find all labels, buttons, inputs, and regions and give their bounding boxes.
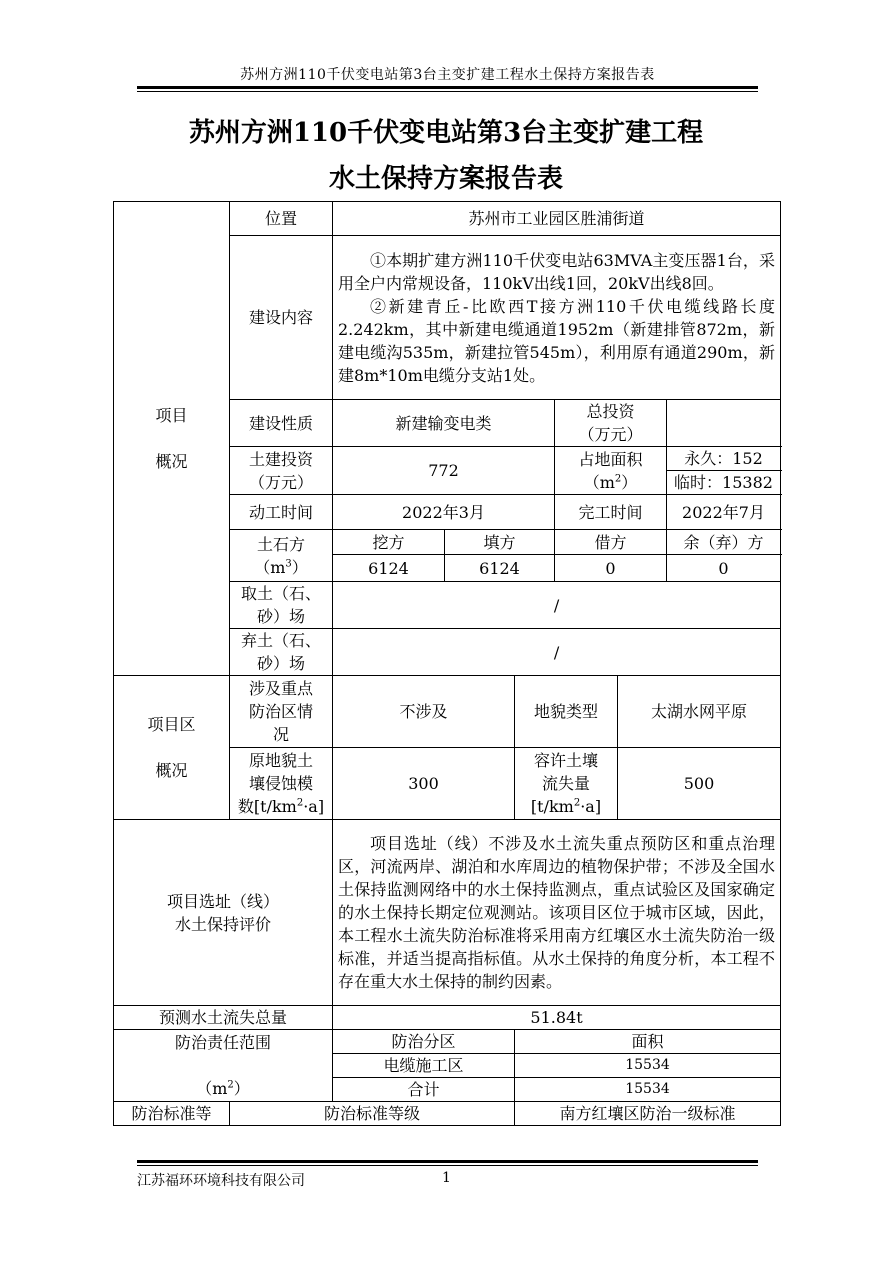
earthwork-value-excavation: 6124 <box>333 555 445 582</box>
location-value: 苏州市工业园区胜浦街道 <box>333 202 781 236</box>
civil-investment-label: 土建投资 （万元） <box>230 447 333 495</box>
construction-nature-value: 新建输变电类 <box>333 400 555 447</box>
erosion-modulus-label: 原地貌土 壤侵蚀模 数$[t/km^2\cdot a]$ <box>230 748 333 820</box>
responsibility-scope-label: 防治责任范围 $(m^2)$ <box>114 1030 333 1102</box>
landform-label: 地貌类型 <box>515 676 618 748</box>
page-number: 1 <box>442 1170 451 1186</box>
location-label: 位置 <box>230 202 333 236</box>
responsibility-col-area: 面积 <box>515 1030 781 1054</box>
standard-label: 防治标准等 <box>114 1102 230 1126</box>
allowable-loss-label: 容许土壤 流失量 $[t/km^2\cdot a]$ <box>515 748 618 820</box>
construction-nature-label: 建设性质 <box>230 400 333 447</box>
standard-level-label: 防治标准等级 <box>230 1102 515 1126</box>
land-area-permanent: 永久：152 <box>667 447 781 471</box>
spoil-site-label: 弃土（石、 砂）场 <box>230 629 333 676</box>
civil-investment-value: 772 <box>333 447 555 495</box>
footer-rule-thin <box>137 1165 758 1166</box>
project-overview-section-label: 项目 概况 <box>114 202 230 676</box>
start-time-value: 2022年3月 <box>333 495 555 530</box>
total-investment-value <box>667 400 781 447</box>
borrow-site-value: / <box>333 582 781 629</box>
allowable-loss-value: 500 <box>618 748 781 820</box>
end-time-label: 完工时间 <box>555 495 667 530</box>
running-header: 苏州方洲110千伏变电站第3台主变扩建工程水土保持方案报告表 <box>240 67 655 83</box>
earthwork-header-fill: 填方 <box>445 530 555 555</box>
construction-content-value: ①本期扩建方洲110千伏变电站63MVA主变压器1台，采用全户内常规设备，110kV出线1回，20kV出线8回。 ②新建青丘-比欧西T接方洲110千伏电缆线路长度2.242km，其中新建电缆通道1952m（新建排管872m，新建电缆沟535m，新建拉管545m），利用原有通道290m，新建8m*10m电缆分支站1处。 <box>333 236 781 400</box>
predicted-loss-value: 51.84t <box>333 1006 781 1030</box>
key-zone-label: 涉及重点 防治区情 况 <box>230 676 333 748</box>
earthwork-value-borrow: 0 <box>555 555 667 582</box>
siting-evaluation-text: 项目选址（线）不涉及水土流失重点预防区和重点治理区，河流两岸、湖泊和水库周边的植物保护带；不涉及全国水土保持监测网络中的水土保持监测点，重点试验区及国家确定的水土保持长期定位观测站。该项目区位于城市区域，因此，本工程水土流失防治标准将采用南方红壤区水土流失防治一级标准，并适当提高指标值。从水土保持的角度分析，本工程不存在重大水土保持的制约因素。 <box>333 820 781 1006</box>
earthwork-header-borrow: 借方 <box>555 530 667 555</box>
earthwork-value-fill: 6124 <box>445 555 555 582</box>
earthwork-header-spoil: 余（弃）方 <box>667 530 781 555</box>
footer-rule-thick <box>137 1160 758 1163</box>
erosion-modulus-value: 300 <box>333 748 515 820</box>
predicted-loss-label: 预测水土流失总量 <box>114 1006 333 1030</box>
responsibility-row-area: 15534 <box>515 1054 781 1078</box>
report-table <box>113 201 781 1126</box>
area-overview-section-label: 项目区 概况 <box>114 676 230 820</box>
responsibility-total-label: 合计 <box>333 1078 515 1102</box>
responsibility-col-zone: 防治分区 <box>333 1030 515 1054</box>
key-zone-value: 不涉及 <box>333 676 515 748</box>
end-time-value: 2022年7月 <box>667 495 781 530</box>
header-rule-thick <box>137 86 758 89</box>
land-area-label: 占地面积 $(m^2)$ <box>555 447 667 495</box>
start-time-label: 动工时间 <box>230 495 333 530</box>
earthwork-value-spoil: 0 <box>667 555 781 582</box>
document-title-line1: 苏州方洲110千伏变电站第3台主变扩建工程 <box>188 118 704 148</box>
spoil-site-value: / <box>333 629 781 676</box>
header-rule-thin <box>137 91 758 92</box>
landform-value: 太湖水网平原 <box>618 676 781 748</box>
total-investment-label: 总投资 （万元） <box>555 400 667 447</box>
construction-content-label: 建设内容 <box>230 236 333 400</box>
responsibility-total-area: 15534 <box>515 1078 781 1102</box>
siting-evaluation-label: 项目选址（线） 水土保持评价 <box>114 820 333 1006</box>
earthwork-label: 土石方 $(m^3)$ <box>230 530 333 582</box>
footer-company: 江苏福环环境科技有限公司 <box>137 1173 305 1189</box>
responsibility-row-zone: 电缆施工区 <box>333 1054 515 1078</box>
standard-level-value: 南方红壤区防治一级标准 <box>515 1102 781 1126</box>
land-area-temporary: 临时：15382 <box>667 471 781 495</box>
borrow-site-label: 取土（石、 砂）场 <box>230 582 333 629</box>
earthwork-header-excavation: 挖方 <box>333 530 445 555</box>
document-title-line2: 水土保持方案报告表 <box>328 164 563 194</box>
